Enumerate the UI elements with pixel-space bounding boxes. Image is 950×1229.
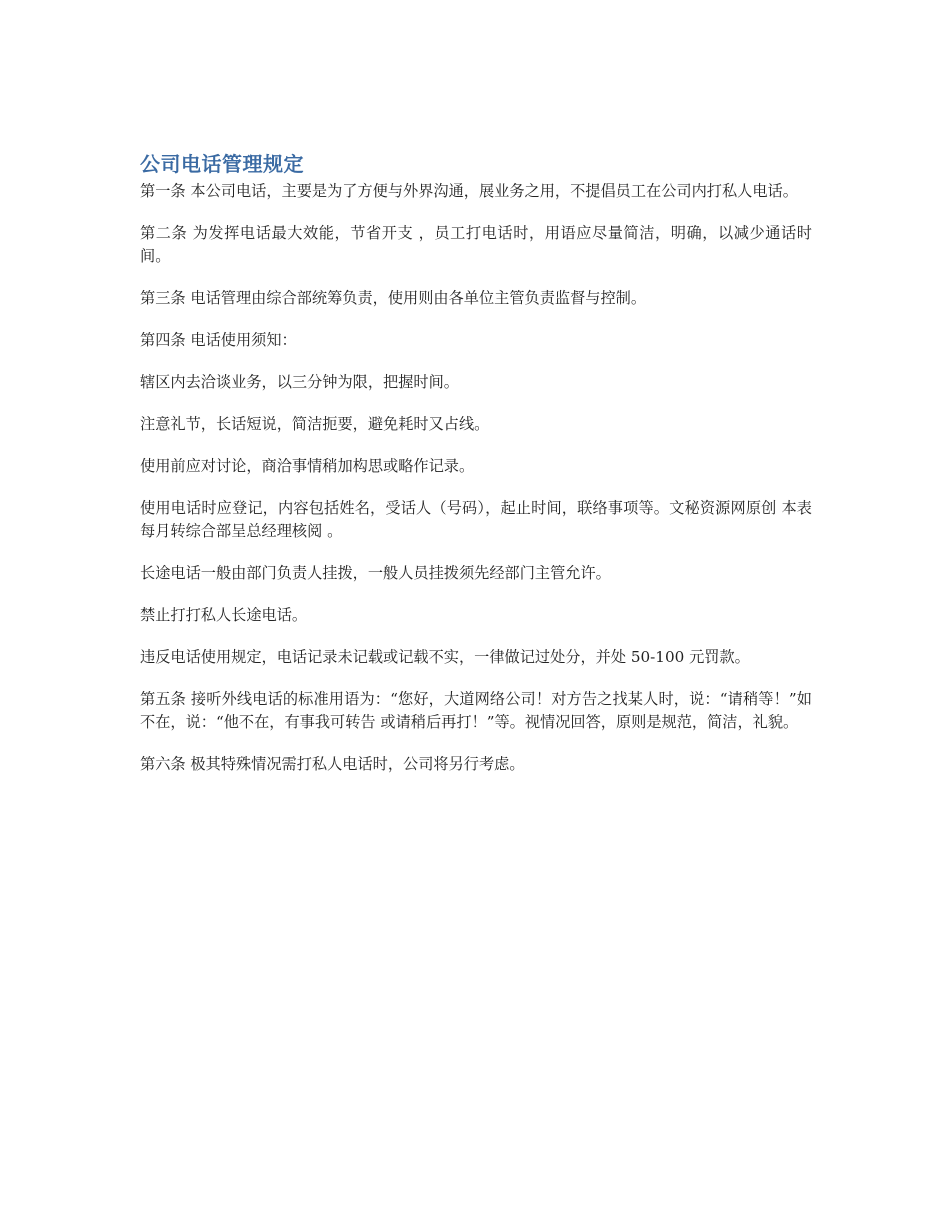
document-body xyxy=(140,150,812,795)
paragraph-article-6: 第六条 极其特殊情况需打私人电话时，公司将另行考虑。 xyxy=(140,755,525,773)
paragraph-rule-1: 辖区内去洽谈业务，以三分钟为限，把握时间。 xyxy=(140,373,459,391)
paragraph-rule-6: 禁止打打私人长途电话。 xyxy=(140,606,308,624)
paragraph-rule-4: 使用电话时应登记，内容包括姓名，受话人（号码），起止时间，联络事项等。文秘资源网原创 本表每月转综合部呈总经理核阅 。 xyxy=(140,499,812,540)
paragraph-article-1: 第一条 本公司电话，主要是为了方便与外界沟通，展业务之用，不提倡员工在公司内打私人电话。 xyxy=(140,182,798,200)
paragraph-rule-2: 注意礼节，长话短说，简洁扼要，避免耗时又占线。 xyxy=(140,415,490,433)
paragraph-article-5: 第五条 接听外线电话的标准用语为：“您好，大道网络公司！对方告之找某人时，说：“请稍等！”如不在，说：“他不在，有事我可转告 或请稍后再打！”等。视情况回答，原则是规范，简洁，礼貌。 xyxy=(140,690,812,731)
paragraph-rule-5: 长途电话一般由部门负责人挂拨，一般人员挂拨须先经部门主管允许。 xyxy=(140,564,611,582)
document-title: 公司电话管理规定 xyxy=(140,152,304,176)
paragraph-rule-7: 违反电话使用规定，电话记录未记载或记载不实，一律做记过处分，并处 50-100 元罚款。 xyxy=(140,648,750,666)
paragraph-article-3: 第三条 电话管理由综合部统筹负责，使用则由各单位主管负责监督与控制。 xyxy=(140,289,647,307)
paragraph-article-2: 第二条 为发挥电话最大效能，节省开支 ，员工打电话时，用语应尽量简洁，明确，以减少通话时间。 xyxy=(140,224,812,265)
paragraph-article-4: 第四条 电话使用须知： xyxy=(140,331,297,349)
paragraph-rule-3: 使用前应对讨论，商洽事情稍加构思或略作记录。 xyxy=(140,457,475,475)
